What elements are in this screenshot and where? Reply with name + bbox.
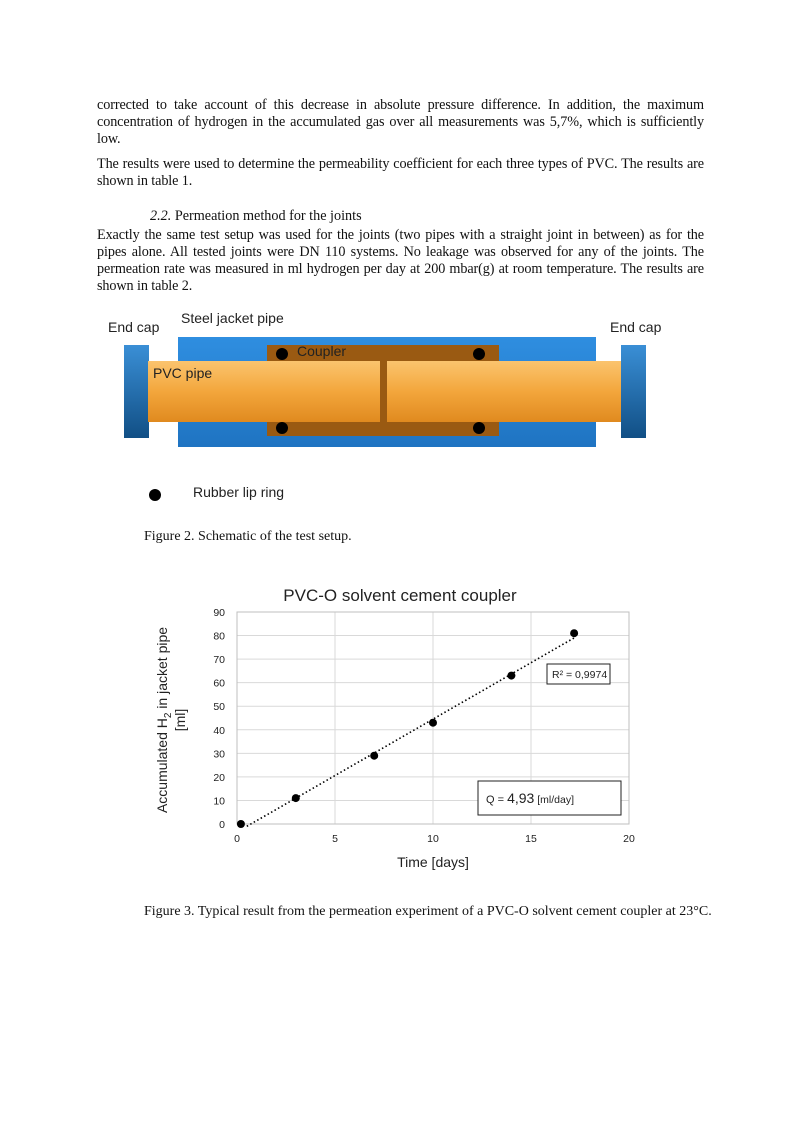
q-annotation-prefix: Q =	[486, 794, 508, 806]
y-tick-label: 30	[213, 748, 225, 761]
y-axis-label-rest: in jacket pipe	[154, 626, 170, 713]
y-axis-label-sub: 2	[163, 712, 174, 719]
x-tick-label: 0	[234, 833, 240, 845]
y-tick-label: 70	[213, 654, 225, 667]
y-tick-label: 50	[213, 701, 225, 714]
end-cap-right-label: End cap	[610, 319, 662, 335]
steel-jacket-label: Steel jacket pipe	[181, 310, 284, 326]
coupler-label: Coupler	[297, 343, 347, 359]
rubber-lip-ring	[276, 422, 288, 434]
y-axis-label	[154, 627, 188, 813]
data-point	[507, 672, 515, 680]
y-tick-label: 80	[213, 630, 225, 643]
y-axis-label-unit: [ml]	[172, 708, 188, 732]
svg-text:Accumulated H2 in jacket pipe	[154, 627, 174, 813]
x-tick-label: 20	[623, 833, 635, 845]
paragraph-1: corrected to take account of this decrease in absolute pressure difference. In addition, the maximum concentration of hydrogen in the accumulated gas over all measurements was 5,7%, which is sufficiently low.	[97, 97, 704, 147]
x-tick-label: 5	[332, 833, 338, 845]
x-tick-label: 15	[525, 833, 537, 845]
y-tick-label: 40	[213, 724, 225, 737]
y-axis-label-main: Accumulated H	[154, 718, 170, 814]
legend-lip-ring-label: Rubber lip ring	[193, 484, 285, 500]
paragraph-2: The results were used to determine the permeability coefficient for each three types of PVC. The results are shown in table 1.	[97, 156, 704, 189]
end-cap-left-label: End cap	[108, 319, 160, 335]
paragraph-3: Exactly the same test setup was used for the joints (two pipes with a straight joint in between) as for the pipes alone. All tested joints were DN 110 systems. No leakage was observed for any of the joints. The permeation rate was measured in ml hydrogen per day at 200 mbar(g) at room temperature. The results are shown in table 2.	[97, 227, 704, 294]
permeation-chart	[0, 575, 800, 880]
figure-2-caption: Figure 2. Schematic of the test setup.	[144, 529, 352, 544]
y-tick-label: 0	[219, 819, 225, 831]
data-point	[429, 719, 437, 727]
y-tick-label: 20	[213, 771, 225, 784]
x-tick-label: 10	[427, 833, 439, 845]
y-tick-label: 60	[213, 677, 225, 690]
y-tick-label: 90	[213, 607, 225, 619]
end-cap-left	[124, 345, 149, 438]
q-annotation-value: 4,93	[507, 790, 535, 806]
rubber-lip-ring	[473, 348, 485, 360]
test-setup-schematic	[0, 300, 800, 515]
rubber-lip-ring	[473, 422, 485, 434]
pvc-pipe-right	[387, 361, 621, 422]
data-point	[370, 752, 378, 760]
r2-annotation: R² = 0,9974	[552, 669, 608, 681]
end-cap-right	[621, 345, 646, 438]
data-point	[292, 794, 300, 802]
pvc-pipe-label: PVC pipe	[153, 365, 213, 381]
y-tick-label: 10	[213, 795, 225, 808]
x-axis-label: Time [days]	[397, 854, 469, 870]
rubber-lip-ring	[276, 348, 288, 360]
data-point	[237, 820, 245, 828]
data-point	[570, 629, 578, 637]
figure-3-caption: Figure 3. Typical result from the permeation experiment of a PVC-O solvent cement coupler at 23°C.	[144, 904, 712, 919]
legend-lip-ring-icon	[149, 489, 161, 501]
chart-title: PVC-O solvent cement coupler	[283, 586, 517, 605]
section-number: 2.2.	[150, 208, 172, 224]
section-heading	[150, 208, 362, 225]
section-title: Permeation method for the joints	[174, 208, 362, 224]
q-annotation-unit: [ml/day]	[534, 794, 575, 806]
